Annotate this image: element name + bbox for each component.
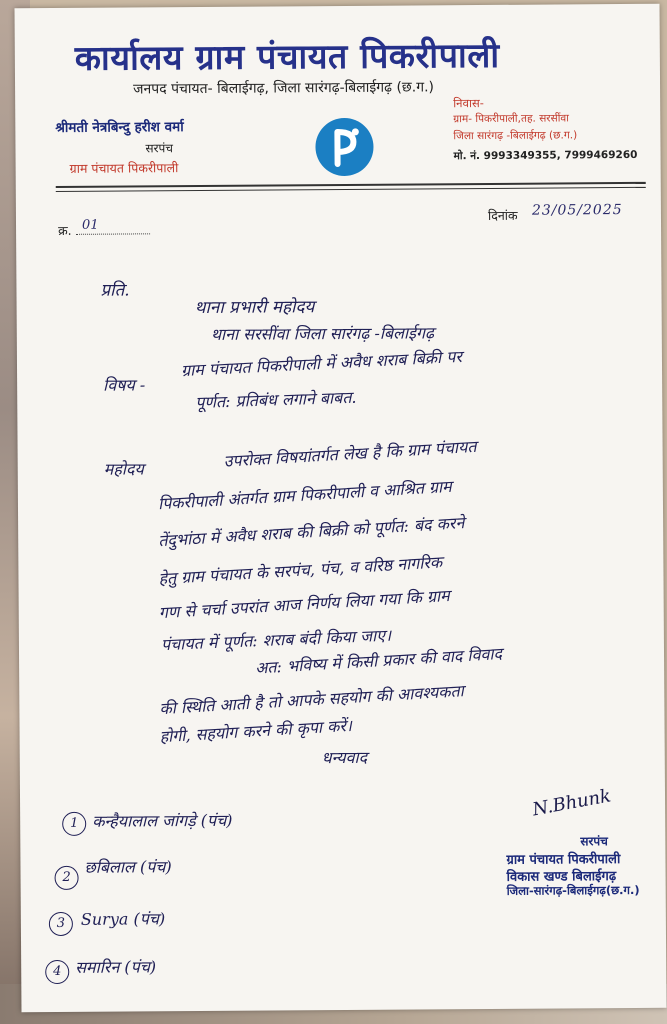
office-title: कार्यालय ग्राम पंचायत पिकरीपाली	[74, 35, 500, 79]
address-heading: निवास-	[453, 95, 484, 111]
letter-paper	[15, 4, 667, 1012]
reference-number: 01	[81, 217, 99, 233]
body-line: गण से चर्चा उपरांत आज निर्णय लिया गया कि ग्राम	[158, 586, 451, 623]
closing-thanks: धन्यवाद	[321, 747, 368, 768]
salutation: महोदय	[103, 459, 144, 479]
prati-label: प्रति.	[100, 280, 130, 301]
subject-line-1: ग्राम पंचायत पिकरीपाली में अवैध शराब बिक्री पर	[180, 346, 463, 381]
subject-line-2: पूर्णत: प्रतिबंध लगाने बाबत.	[194, 387, 357, 413]
seal-line-4: जिला-सारंगढ़-बिलाईगढ़(छ.ग.)	[506, 882, 640, 898]
sarpanch-office: ग्राम पंचायत पिकरीपाली	[69, 160, 179, 176]
body-line: तेंदुभांठा में अवैध शराब की बिक्री को पूर्णत: बंद करने	[157, 513, 465, 551]
subject-label: विषय -	[103, 375, 146, 395]
seal-line-3: विकास खण्ड बिलाईगढ़	[506, 869, 617, 885]
seal-line-1: सरपंच	[580, 834, 608, 849]
logo-glyph	[315, 118, 373, 176]
body-line: हेतु ग्राम पंचायत के सरपंच, पंच, व वरिष्ठ नागरिक	[157, 552, 443, 589]
panch-number: 3	[49, 912, 73, 936]
panch-number: 1	[62, 812, 86, 836]
panch-name: Surya (पंच)	[80, 909, 166, 929]
panch-number: 2	[54, 866, 78, 890]
address-line-1: ग्राम- पिकरीपाली,तह. सरसींवा	[453, 112, 569, 126]
phone-numbers: मो. नं. 9993349355, 7999469260	[453, 148, 638, 163]
body-line: अत: भविष्य में किसी प्रकार की वाद विवाद	[254, 643, 503, 678]
sarpanch-role: सरपंच	[145, 141, 174, 156]
body-line: उपरोक्त विषयांतर्गत लेख है कि ग्राम पंचायत	[223, 436, 477, 471]
panch-name: छबिलाल (पंच)	[84, 857, 172, 877]
recipient-line-1: थाना प्रभारी महोदय	[194, 297, 315, 319]
header-divider-thin	[56, 187, 646, 192]
body-line: की स्थिति आती है तो आपके सहयोग की आवश्यकता	[158, 681, 465, 719]
body-line: पिकरीपाली अंतर्गत ग्राम पिकरीपाली व आश्रित ग्राम	[157, 476, 453, 514]
date-value: 23/05/2025	[531, 202, 623, 219]
address-line-2: जिला सारंगढ़ -बिलाईगढ़ (छ.ग.)	[453, 129, 578, 143]
panch-name: कन्हैयालाल जांगड़े (पंच)	[92, 810, 233, 831]
recipient-line-2: थाना सरसींवा जिला सारंगढ़ -बिलाईगढ़	[210, 323, 435, 344]
date-label: दिनांक	[487, 207, 518, 223]
letterhead-subtitle: जनपद पंचायत- बिलाईगढ़, जिला सारंगढ़-बिलाईगढ़ (छ.ग.)	[133, 79, 435, 98]
panch-number: 4	[45, 960, 69, 984]
panch-name: समारिन (पंच)	[75, 957, 157, 977]
panchayat-logo-icon	[315, 118, 373, 176]
body-line: पंचायत में पूर्णत: शराब बंदी किया जाए।	[160, 625, 392, 655]
reference-dotted-line	[76, 233, 150, 235]
sarpanch-name: श्रीमती नेत्रबिन्दु हरीश वर्मा	[55, 119, 184, 136]
sarpanch-signature: N.Bhunk	[530, 785, 613, 821]
reference-label: क्र.	[58, 222, 72, 238]
seal-line-2: ग्राम पंचायत पिकरीपाली	[506, 852, 621, 868]
body-line: होगी, सहयोग करने की कृपा करें।	[159, 715, 353, 747]
